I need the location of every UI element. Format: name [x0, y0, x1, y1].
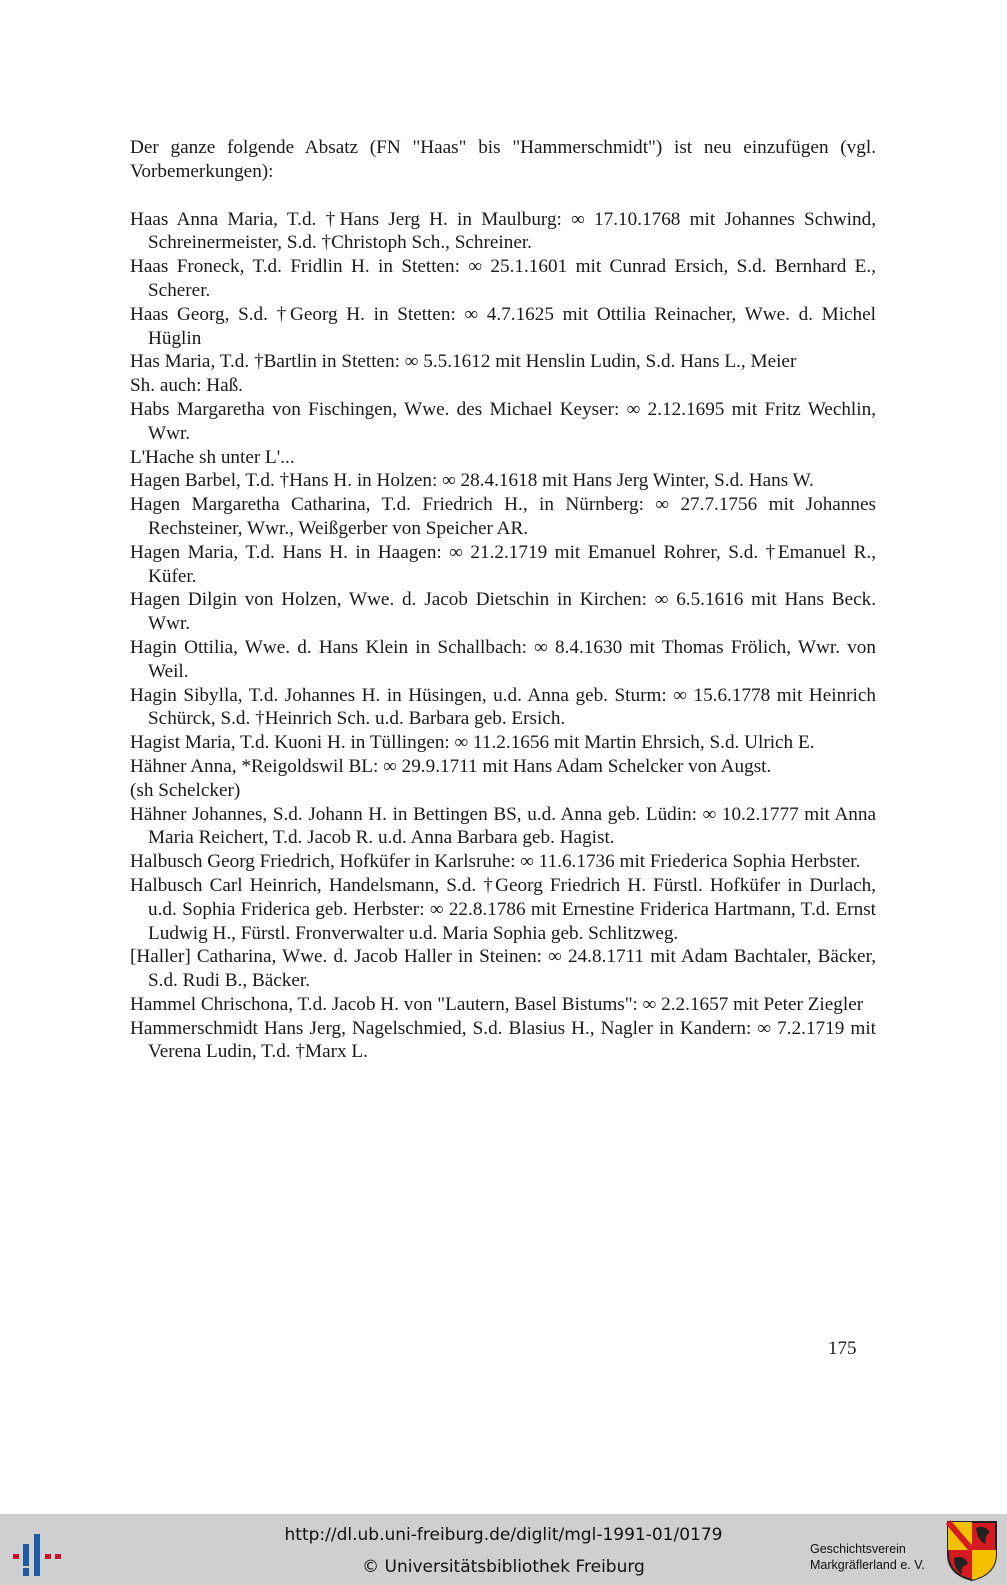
society-name [810, 1541, 925, 1573]
register-entry: Haas Georg, S.d. †Georg H. in Stetten: ∞ 4.7.1625 mit Ottilia Reinacher, Wwe. d. Michel Hüglin [130, 303, 876, 349]
register-entry: Halbusch Carl Heinrich, Handelsmann, S.d. †Georg Friedrich H. Fürstl. Hofküfer in Durlach, u.d. Sophia Friderica geb. Herbster: ∞ 22.8.1786 mit Ernestine Friderica Hartmann, T.d. Ernst Ludwig H., Fürstl. Fronverwalter u.d. Maria Sophia geb. Schlitzweg. [130, 874, 876, 944]
society-name-line: Markgräflerland e. V. [810, 1558, 925, 1572]
page-number: 175 [828, 1338, 857, 1359]
register-entry: Habs Margaretha von Fischingen, Wwe. des Michael Keyser: ∞ 2.12.1695 mit Fritz Wechlin, Wwr. [130, 398, 876, 444]
register-entry: Hagen Dilgin von Holzen, Wwe. d. Jacob Dietschin in Kirchen: ∞ 6.5.1616 mit Hans Beck. Wwr. [130, 589, 876, 635]
footer-bar [0, 1514, 1007, 1585]
register-entry: (sh Schelcker) [130, 779, 241, 801]
register-entry: Has Maria, T.d. †Bartlin in Stetten: ∞ 5.5.1612 mit Henslin Ludin, S.d. Hans L., Meier [130, 351, 797, 373]
footer-copyright: © Universitätsbibliothek Freiburg [362, 1557, 645, 1577]
register-entry: [Haller] Catharina, Wwe. d. Jacob Haller in Steinen: ∞ 24.8.1711 mit Adam Bachtaler, Bäcker, S.d. Rudi B., Bäcker. [130, 946, 876, 992]
register-entry: Haas Froneck, T.d. Fridlin H. in Stetten: ∞ 25.1.1601 mit Cunrad Ersich, S.d. Bernhard E., Scherer. [130, 256, 876, 301]
register-entry: Hagen Maria, T.d. Hans H. in Haagen: ∞ 21.2.1719 mit Emanuel Rohrer, S.d. †Emanuel R., Küfer. [130, 541, 876, 587]
register-entry: Hagin Ottilia, Wwe. d. Hans Klein in Schallbach: ∞ 8.4.1630 mit Thomas Frölich, Wwr. von Weil. [130, 636, 876, 682]
page-text [130, 136, 876, 1064]
register-entry: Hammel Chrischona, T.d. Jacob H. von "Lautern, Basel Bistums": ∞ 2.2.1657 mit Peter Ziegler [130, 993, 864, 1015]
register-entry: Hähner Anna, *Reigoldswil BL: ∞ 29.9.1711 mit Hans Adam Schelcker von Augst. [130, 755, 772, 777]
register-entry: Hammerschmidt Hans Jerg, Nagelschmied, S.d. Blasius H., Nagler in Kandern: ∞ 7.2.1719 mit Verena Ludin, T.d. †Marx L. [130, 1017, 876, 1063]
register-entry: L'Hache sh unter L'... [130, 446, 295, 468]
footer-url-link[interactable]: http://dl.ub.uni-freiburg.de/diglit/mgl-1991-01/0179 [284, 1525, 723, 1545]
register-entry: Halbusch Georg Friedrich, Hofküfer in Karlsruhe: ∞ 11.6.1736 mit Friederica Sophia Herbster. [130, 851, 861, 873]
coat-of-arms-icon [946, 1520, 998, 1582]
register-entry: Hagen Margaretha Catharina, T.d. Friedrich H., in Nürnberg: ∞ 27.7.1756 mit Johannes Rechsteiner, Wwr., Weißgerber von Speicher AR. [130, 494, 876, 539]
register-entry: Haas Anna Maria, T.d. †Hans Jerg H. in Maulburg: ∞ 17.10.1768 mit Johannes Schwind, Schreinermeister, S.d. †Christoph Sch., Schreiner. [130, 208, 876, 254]
society-name-line: Geschichtsverein [810, 1542, 906, 1556]
register-entry: Hähner Johannes, S.d. Johann H. in Bettingen BS, u.d. Anna geb. Lüdin: ∞ 10.2.1777 mit Anna Maria Reichert, T.d. Jacob R. u.d. Anna Barbara geb. Hagist. [130, 803, 876, 849]
register-entry: Hagist Maria, T.d. Kuoni H. in Tüllingen: ∞ 11.2.1656 mit Martin Ehrsich, S.d. Ulrich E. [130, 732, 815, 754]
register-entry: Sh. auch: Haß. [130, 375, 243, 397]
register-entry: Hagen Barbel, T.d. †Hans H. in Holzen: ∞ 28.4.1618 mit Hans Jerg Winter, S.d. Hans W. [130, 470, 814, 492]
register-entry: Hagin Sibylla, T.d. Johannes H. in Hüsingen, u.d. Anna geb. Sturm: ∞ 15.6.1778 mit Heinrich Schürck, S.d. †Heinrich Sch. u.d. Barbara geb. Ersich. [130, 684, 876, 730]
intro-paragraph: Der ganze folgende Absatz (FN "Haas" bis "Hammerschmidt") ist neu einzufügen (vgl. Vorbemerkungen): [130, 137, 876, 182]
